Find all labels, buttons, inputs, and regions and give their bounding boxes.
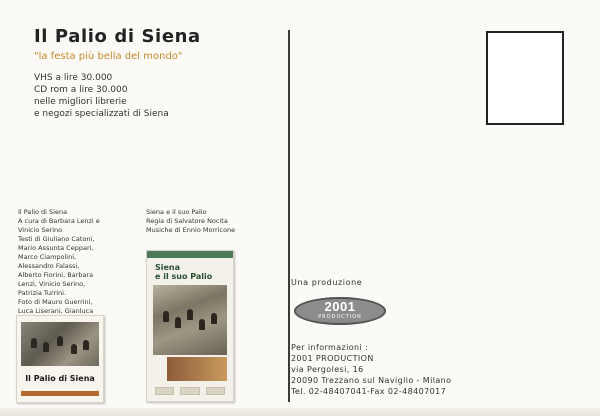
cd-credits — [146, 208, 286, 235]
contact-line: 2001 PRODUCTION — [291, 354, 374, 363]
credit-line: Testi di Giuliano Catoni, — [18, 235, 95, 243]
info-line: nelle migliori librerie — [34, 97, 127, 107]
cover-band — [21, 391, 99, 396]
cd-cover-title-line: e il suo Palio — [155, 272, 213, 281]
address-divider — [288, 30, 290, 402]
info-line: e negozi specializzati di Siena — [34, 109, 169, 119]
cd-cover-title — [155, 263, 212, 281]
contact-line: Per informazioni : — [291, 343, 369, 352]
horse-race-photo — [21, 322, 99, 366]
cd-cover-image — [146, 250, 234, 402]
credit-line: Marco Ciampolini, — [18, 253, 77, 261]
sponsor-logos — [155, 387, 225, 395]
cover-band — [147, 251, 233, 258]
credit-line: Siena e il suo Palio — [146, 208, 207, 216]
credit-line: Lenzi, Vinicio Serino, — [18, 280, 86, 288]
2001-production-logo — [294, 297, 386, 325]
logo-text: PRODUCTION — [318, 314, 362, 320]
contact-info — [291, 342, 451, 397]
card-title: Il Palio di Siena — [34, 26, 201, 47]
vhs-cover-title: Il Palio di Siena — [25, 374, 95, 383]
contact-line: Tel. 02-48407041-Fax 02-48407017 — [291, 387, 447, 396]
credit-line: Musiche di Ennio Morricone — [146, 226, 236, 234]
vhs-cover-image — [16, 315, 104, 403]
stamp-box — [486, 31, 564, 125]
inset-photo — [167, 357, 227, 381]
credit-line: Luca Liserani, Gianluca — [18, 307, 94, 315]
horse-race-photo — [153, 285, 227, 355]
credit-line: Alessandro Falassi, — [18, 262, 80, 270]
price-info — [34, 72, 169, 120]
credit-line: Regia di Salvatore Nocita — [146, 217, 228, 225]
info-line: VHS a lire 30.000 — [34, 73, 113, 83]
cd-cover-title-line: Siena — [155, 263, 181, 272]
logo-number: 2001 — [324, 299, 356, 314]
credit-line: Patrizia Turrini. — [18, 289, 67, 297]
produzione-label: Una produzione — [291, 278, 363, 287]
credit-line: Vinicio Serino — [18, 226, 63, 234]
card-subtitle: "la festa più bella del mondo" — [34, 51, 183, 62]
info-line: CD rom a lire 30.000 — [34, 85, 128, 95]
credit-line: A cura di Barbara Lenzi e — [18, 217, 100, 225]
credit-line: Mario Assunta Ceppari, — [18, 244, 94, 252]
contact-line: 20090 Trezzano sul Naviglio - Milano — [291, 376, 452, 385]
credit-line: Foto di Mauro Guerrini, — [18, 298, 93, 306]
credit-line: Il Palio di Siena — [18, 208, 68, 216]
vhs-credits — [18, 208, 138, 325]
contact-line: via Pergolesi, 16 — [291, 365, 364, 374]
credit-line: Alberto Fiorini, Barbara — [18, 271, 94, 279]
